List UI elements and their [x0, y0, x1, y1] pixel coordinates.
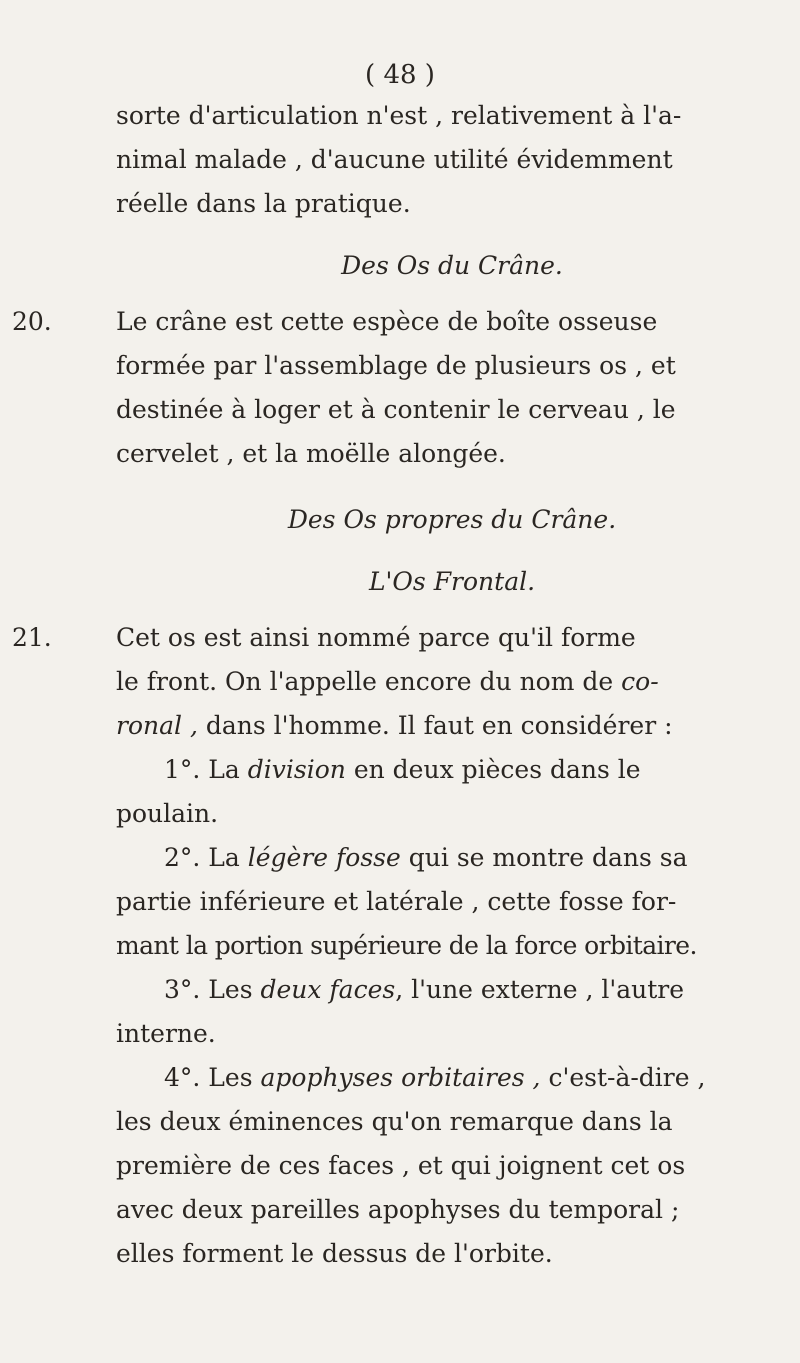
- text-line: destinée à loger et à contenir le cerveau , le: [116, 395, 676, 424]
- text-line: sorte d'articulation n'est , relativement à l'a-: [116, 101, 682, 130]
- italic-term: apophyses orbitaires ,: [260, 1063, 541, 1092]
- text-line: première de ces faces , et qui joignent cet os: [116, 1151, 686, 1180]
- italic-term: co-: [621, 667, 659, 696]
- page-number: ( 48 ): [365, 60, 435, 90]
- item-number: 1°. La: [164, 755, 240, 784]
- section-heading-crane: Des Os du Crâne.: [341, 251, 563, 280]
- text-line: nimal malade , d'aucune utilité évidemment: [116, 145, 673, 174]
- section-heading-os-frontal: L'Os Frontal.: [368, 567, 536, 596]
- paragraph-number: 21.: [12, 623, 52, 652]
- text-span: c'est-à-dire ,: [548, 1063, 706, 1092]
- paragraph-number: 20.: [12, 307, 52, 336]
- item-number: 4°. Les: [164, 1063, 253, 1092]
- text-line: réelle dans la pratique.: [116, 189, 411, 218]
- text-line: elles forment le dessus de l'orbite.: [116, 1239, 553, 1268]
- text-line: cervelet , et la moëlle alongée.: [116, 439, 506, 468]
- italic-term: légère fosse: [247, 843, 401, 872]
- text-span: , l'une externe , l'autre: [395, 975, 685, 1004]
- text-line: [116, 660, 788, 704]
- text-line: formée par l'assemblage de plusieurs os , et: [116, 351, 676, 380]
- paragraph-21-line: [12, 616, 788, 660]
- text-span: le front. On l'appelle encore du nom de: [116, 667, 614, 696]
- text-line: partie inférieure et latérale , cette fosse for-: [116, 887, 677, 916]
- item-4: [116, 1056, 788, 1100]
- text-line: [116, 704, 788, 748]
- italic-term: deux faces: [260, 975, 396, 1004]
- text-span: dans l'homme. Il faut en considérer :: [205, 711, 673, 740]
- text-line: interne.: [116, 1019, 216, 1048]
- text-line: poulain.: [116, 799, 219, 828]
- paragraph-20-line: [12, 300, 788, 344]
- page-text: [12, 94, 788, 1276]
- italic-term: division: [247, 755, 346, 784]
- text-span: en deux pièces dans le: [353, 755, 641, 784]
- item-2: [116, 836, 788, 880]
- item-number: 3°. Les: [164, 975, 253, 1004]
- italic-term: ronal ,: [116, 711, 198, 740]
- text-line: avec deux pareilles apophyses du temporal ;: [116, 1195, 680, 1224]
- item-number: 2°. La: [164, 843, 240, 872]
- text-line: mant la portion supérieure de la force orbitaire.: [116, 931, 697, 960]
- section-heading-os-propres: Des Os propres du Crâne.: [287, 505, 617, 534]
- text-span: Le crâne est cette espèce de boîte osseuse: [116, 307, 658, 336]
- item-3: [116, 968, 788, 1012]
- text-span: Cet os est ainsi nommé parce qu'il forme: [116, 623, 636, 652]
- text-line: les deux éminences qu'on remarque dans la: [116, 1107, 673, 1136]
- text-span: qui se montre dans sa: [408, 843, 688, 872]
- item-1: [116, 748, 788, 792]
